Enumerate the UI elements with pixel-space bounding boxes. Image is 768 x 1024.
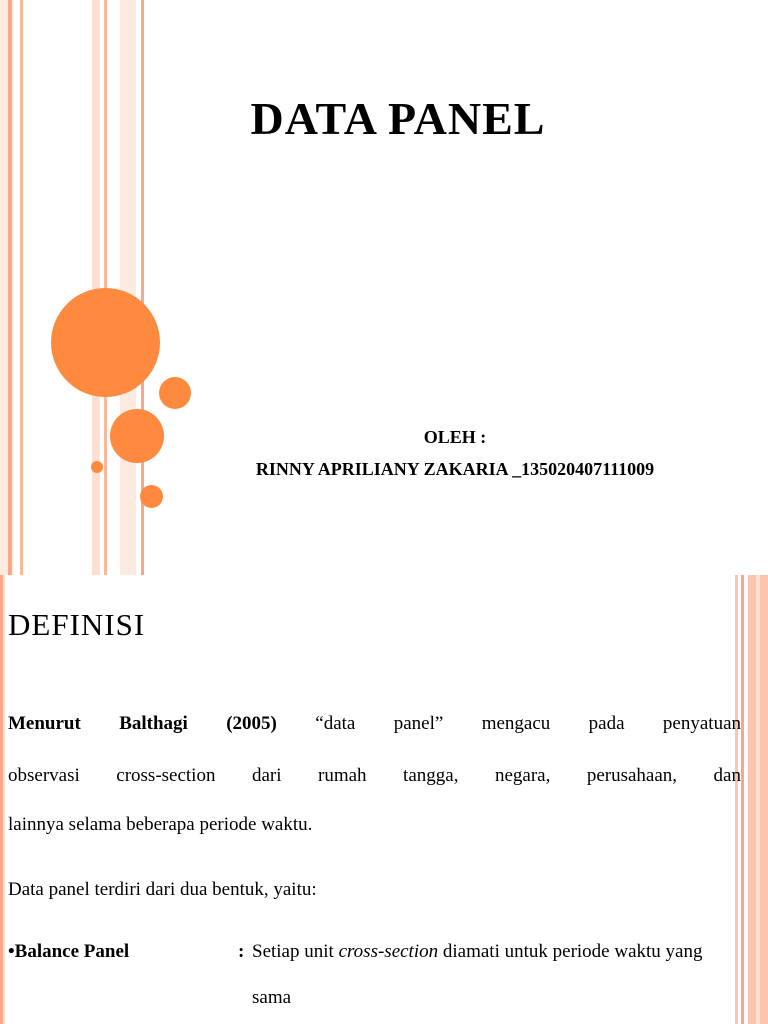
definition-line-1 bbox=[8, 711, 741, 737]
slide-title: DATA PANEL bbox=[250, 93, 546, 144]
author-label: OLEH : bbox=[423, 427, 487, 447]
bullet-desc-italic: cross-section bbox=[338, 941, 439, 962]
decorative-circle bbox=[91, 461, 103, 473]
decorative-circle bbox=[159, 377, 191, 409]
decorative-stripe bbox=[8, 0, 12, 575]
decorative-stripe bbox=[20, 0, 23, 575]
definition-slide bbox=[0, 575, 768, 1024]
bullet-description bbox=[252, 941, 702, 963]
decorative-stripe bbox=[756, 575, 760, 1024]
decorative-circle-large bbox=[51, 288, 160, 397]
definition-source: Menurut Balthagi (2005) bbox=[8, 713, 277, 734]
bullet-colon: : bbox=[238, 941, 245, 962]
definition-text: “data panel” mengacu pada penyatuan bbox=[276, 713, 742, 734]
decorative-stripe bbox=[120, 0, 136, 575]
author-name: RINNY APRILIANY ZAKARIA _135020407111009 bbox=[255, 459, 655, 479]
bullet-desc-after: diamati untuk periode waktu yang bbox=[438, 941, 703, 962]
bullet-desc-before: Setiap unit bbox=[252, 941, 339, 962]
definition-line-3: lainnya selama beberapa periode waktu. bbox=[8, 814, 313, 835]
bullet-description-line-2: sama bbox=[252, 987, 292, 1008]
decorative-stripe bbox=[741, 575, 744, 1024]
decorative-stripe bbox=[735, 575, 738, 1024]
definition-line-2: observasi cross-section dari rumah tangga, negara, perusahaan, dan bbox=[8, 765, 741, 786]
bullet-term: •Balance Panel bbox=[8, 941, 130, 962]
decorative-circle bbox=[110, 409, 164, 463]
decorative-stripe bbox=[3, 575, 5, 1024]
section-title: DEFINISI bbox=[8, 607, 146, 642]
intro-text: Data panel terdiri dari dua bentuk, yaitu: bbox=[8, 879, 317, 900]
decorative-circle bbox=[140, 485, 163, 508]
